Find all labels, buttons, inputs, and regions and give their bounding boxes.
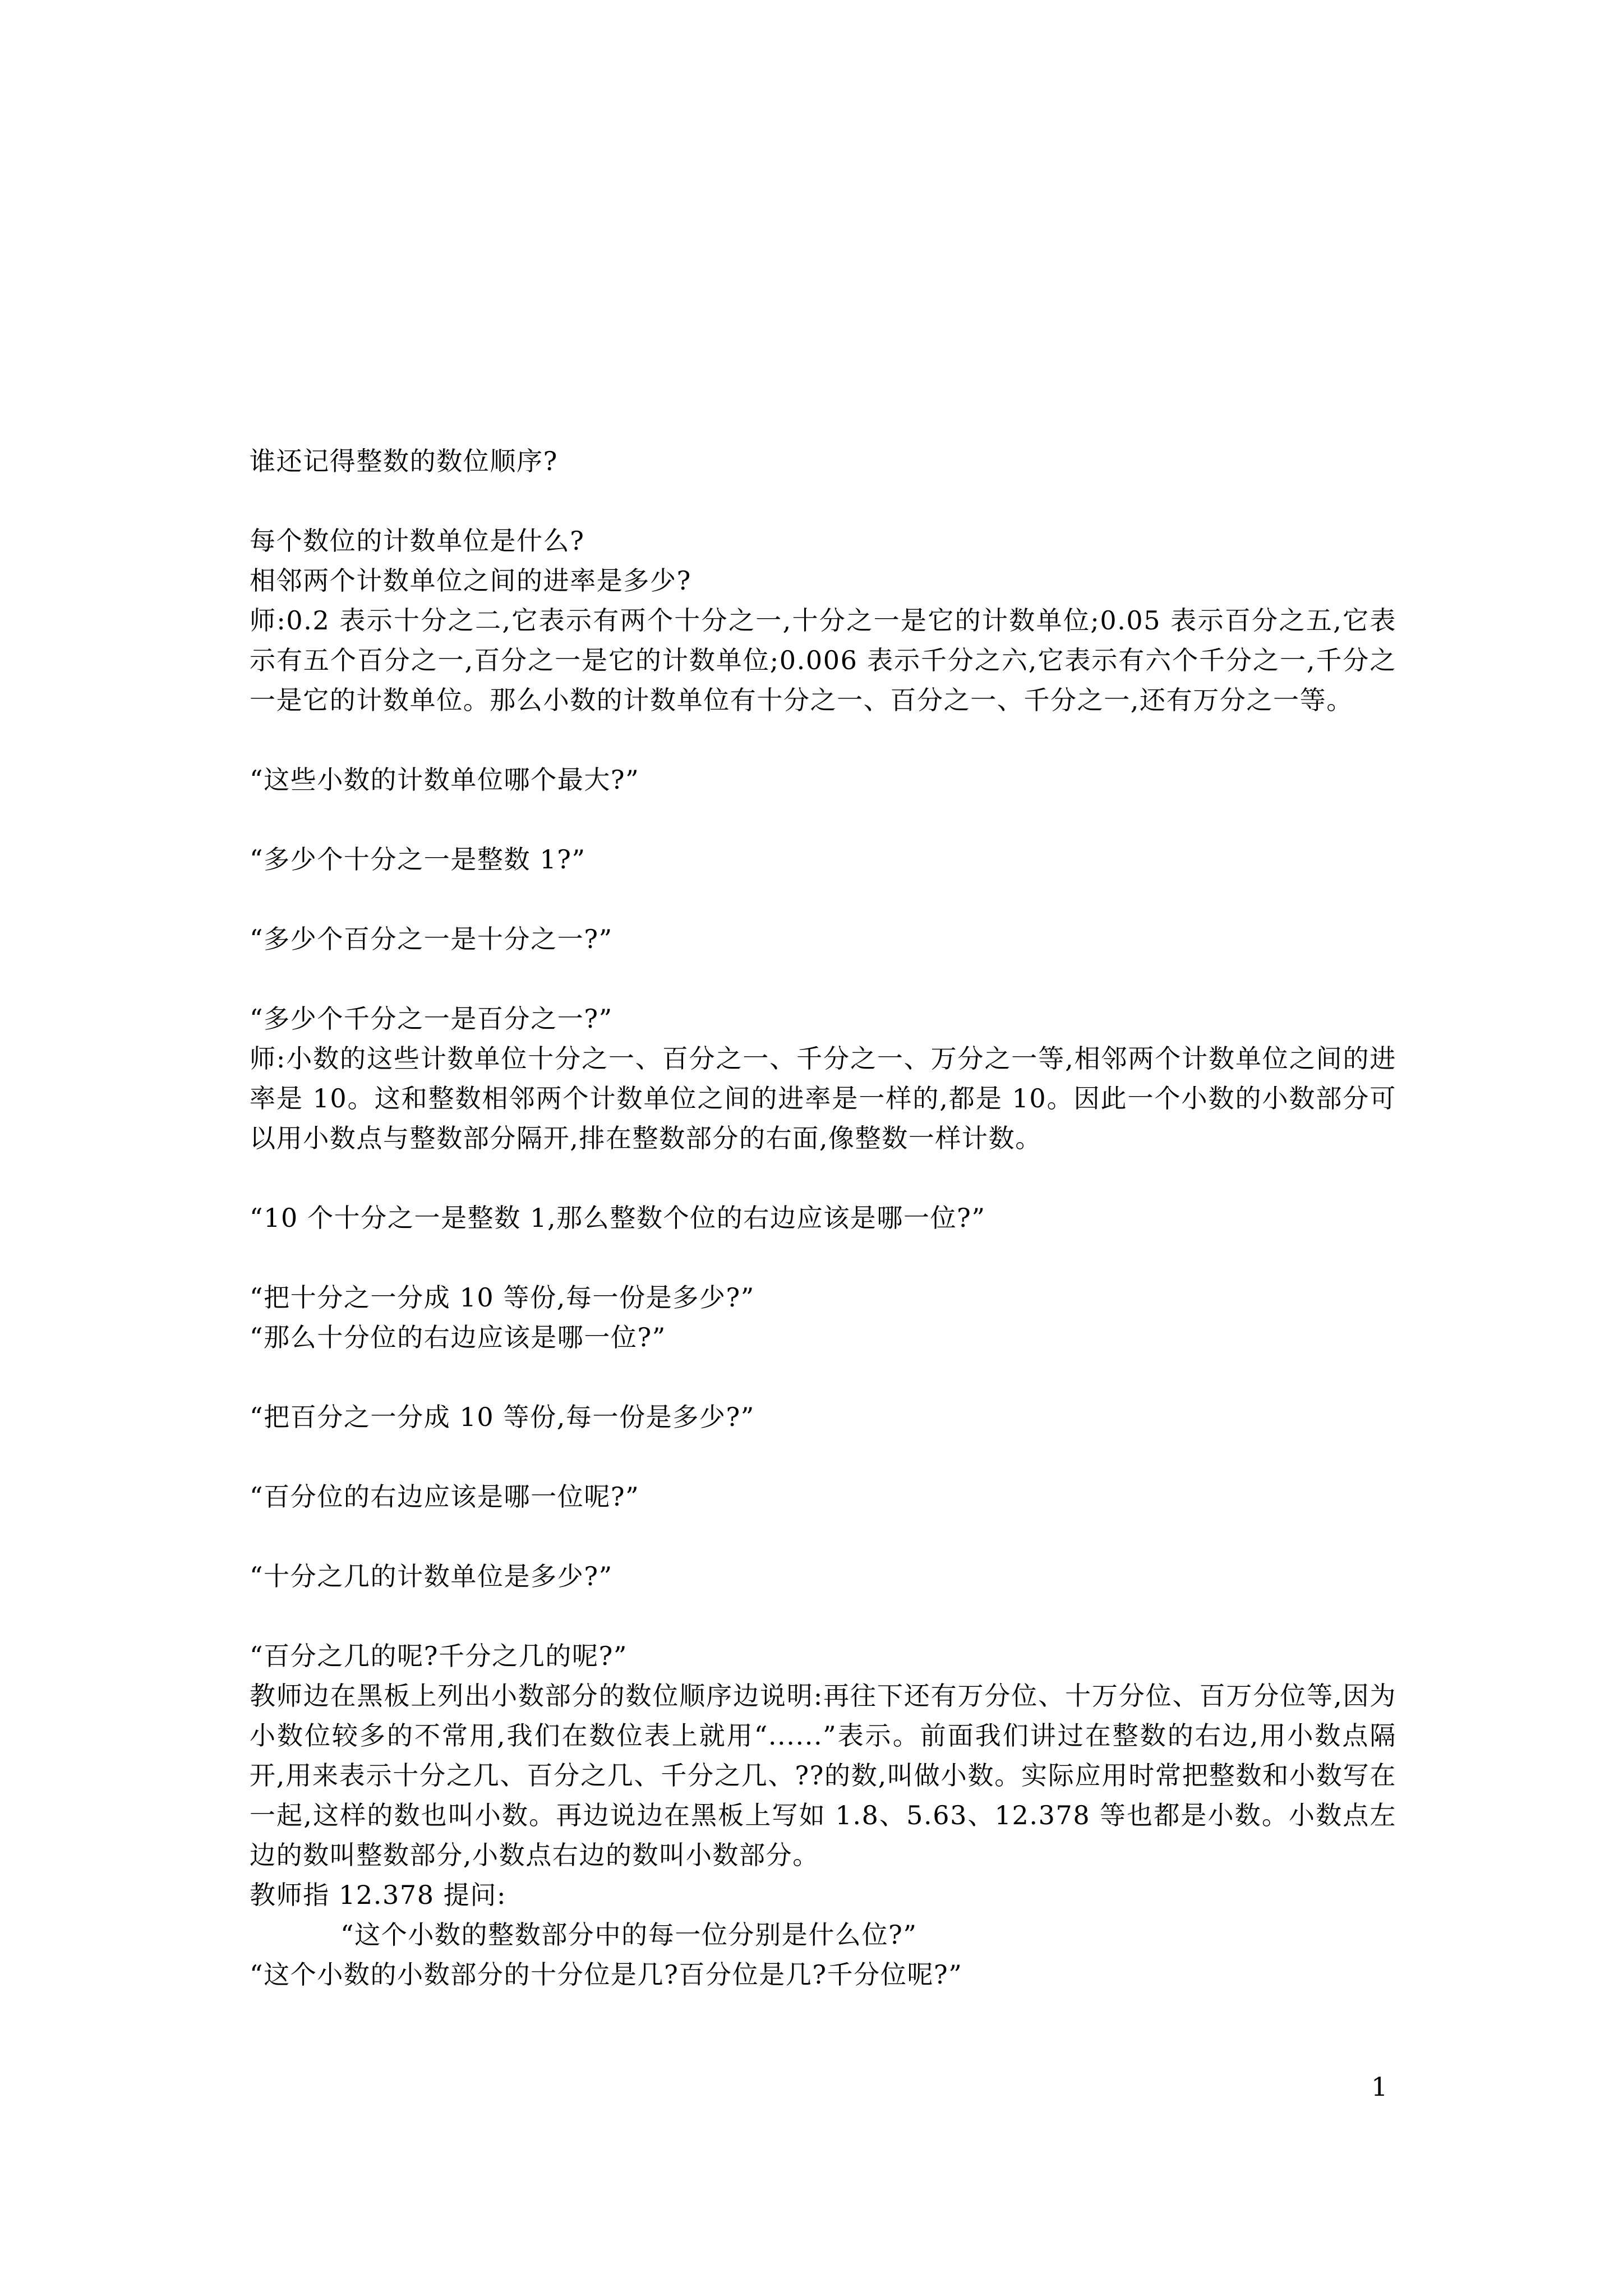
blank-line	[250, 481, 1396, 521]
blank-line	[250, 1158, 1396, 1198]
blank-line	[250, 959, 1396, 999]
blank-line	[250, 1238, 1396, 1278]
blank-line	[250, 800, 1396, 840]
page-number: 1	[1371, 2072, 1388, 2102]
question-line: “百分之几的呢?千分之几的呢?”	[250, 1641, 628, 1671]
question-line: “10 个十分之一是整数 1,那么整数个位的右边应该是哪一位?”	[250, 1203, 986, 1233]
question-line: “这个小数的整数部分中的每一位分别是什么位?”	[340, 1920, 917, 1950]
question-line: “那么十分位的右边应该是哪一位?”	[250, 1322, 666, 1352]
blank-line	[250, 1437, 1396, 1477]
blank-line	[250, 880, 1396, 919]
question-line: “这个小数的小数部分的十分位是几?百分位是几?千分位呢?”	[250, 1959, 963, 1990]
blank-line	[250, 1596, 1396, 1636]
text-line: 相邻两个计数单位之间的进率是多少?	[250, 565, 691, 596]
paragraph: 师:0.2 表示十分之二,它表示有两个十分之一,十分之一是它的计数单位;0.05 表示百分之五,它表示有五个百分之一,百分之一是它的计数单位;0.006 表示千分之六,它表示有六个千分之一,千分之一是它的计数单位。那么小数的计数单位有十分之一、百分之一、千分之一,还有万分之一等。	[250, 605, 1396, 715]
question-line: “百分位的右边应该是哪一位呢?”	[250, 1481, 640, 1512]
text-line: 教师指 12.378 提问:	[250, 1880, 507, 1910]
question-line: “十分之几的计数单位是多少?”	[250, 1561, 613, 1591]
paragraph: 教师边在黑板上列出小数部分的数位顺序边说明:再往下还有万分位、十万分位、百万分位等,因为小数位较多的不常用,我们在数位表上就用“......”表示。前面我们讲过在整数的右边,用小数点隔开,用来表示十分之几、百分之几、千分之几、??的数,叫做小数。实际应用时常把整数和小数写在一起,这样的数也叫小数。再边说边在黑板上写如 1.8、5.63、12.378 等也都是小数。小数点左边的数叫整数部分,小数点右边的数叫小数部分。	[250, 1681, 1396, 1870]
document-body	[250, 441, 1396, 1995]
question-line: “多少个千分之一是百分之一?”	[250, 1004, 613, 1034]
blank-line	[250, 1358, 1396, 1397]
blank-line	[250, 720, 1396, 760]
blank-line	[250, 1517, 1396, 1557]
question-line: “这些小数的计数单位哪个最大?”	[250, 765, 640, 795]
question-line: “把十分之一分成 10 等份,每一份是多少?”	[250, 1282, 755, 1313]
paragraph: 师:小数的这些计数单位十分之一、百分之一、千分之一、万分之一等,相邻两个计数单位之间的进率是 10。这和整数相邻两个计数单位之间的进率是一样的,都是 10。因此一个小数的小数部分可以用小数点与整数部分隔开,排在整数部分的右面,像整数一样计数。	[250, 1043, 1396, 1153]
question-line: “把百分之一分成 10 等份,每一份是多少?”	[250, 1402, 755, 1432]
text-line: 每个数位的计数单位是什么?	[250, 526, 585, 556]
text-line: 谁还记得整数的数位顺序?	[250, 446, 558, 476]
question-line: “多少个十分之一是整数 1?”	[250, 844, 586, 875]
question-line: “多少个百分之一是十分之一?”	[250, 924, 613, 954]
